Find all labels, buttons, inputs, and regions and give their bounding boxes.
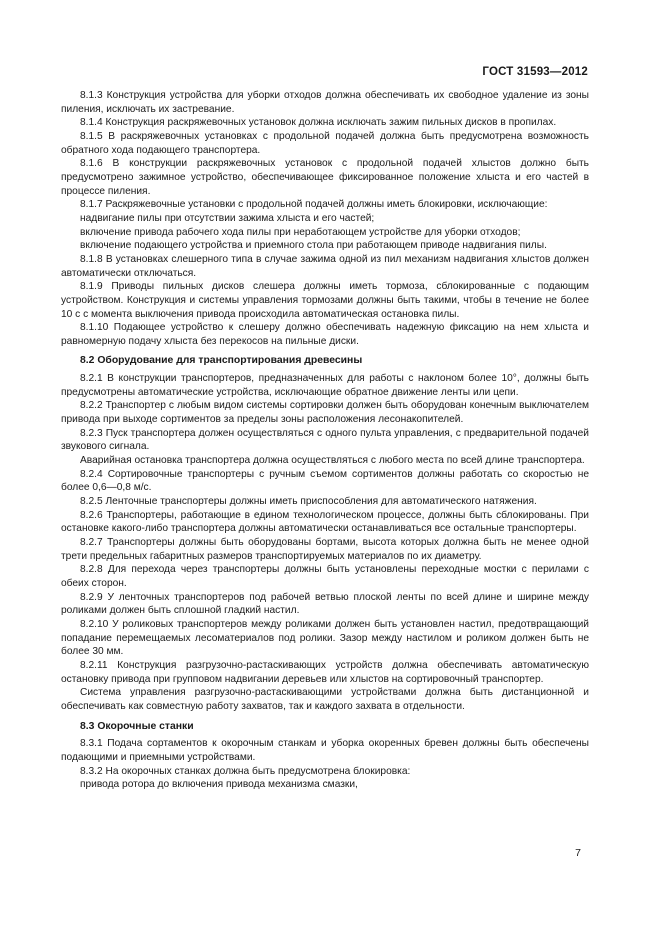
paragraph: 8.1.6 В конструкции раскряжевочных установок с продольной подачей хлыстов должно быть предусмотрено зажимное устройство, обеспечивающее фиксированное положение хлыста и его частей в процессе пиления. [61,158,589,197]
paragraph: 8.2.3 Пуск транспортера должен осуществляться с одного пульта управления, с предварительной подачей звукового сигнала. [61,427,589,453]
paragraph: Аварийная остановка транспортера должна осуществляться с любого места по всей длине транспортера. [80,455,585,467]
page-number: 7 [575,847,581,859]
paragraph: 8.3.1 Подача сортаментов к окорочным станкам и уборка окоренных бревен должны быть обеспечены подающими и приемными устройствами. [61,738,589,763]
paragraph: 8.1.9 Приводы пильных дисков слешера должны иметь тормоза, сблокированные с подающим устройством. Конструкция и системы управления тормозами должны быть такими, чтобы в течение не более 10 с с момента выключения привода происходила автоматическая остановка пилы. [61,281,589,320]
paragraph: 8.2.11 Конструкция разгрузочно-растаскивающих устройств должна обеспечивать автоматическую остановку привода при групповом надвигании деревьев или хлыстов на сортировочный транспортер. [61,659,589,685]
paragraph: Система управления разгрузочно-растаскивающими устройствами должна быть дистанционной и обеспечивать как совместную работу захватов, так и каждого захвата в отдельности. [61,687,589,712]
paragraph: 8.2.8 Для перехода через транспортеры должны быть установлены переходные мостки с перилами с обеих сторон. [61,564,589,589]
document-header-code: ГОСТ 31593—2012 [482,66,588,78]
paragraph: 8.2.5 Ленточные транспортеры должны иметь приспособления для автоматического натяжения. [80,496,537,508]
paragraph: 8.2.7 Транспортеры должны быть оборудованы бортами, высота которых должна быть не менее одной трети предельных габаритных размеров транспортируемых материалов по их диаметру. [61,537,589,562]
paragraph: 8.1.7 Раскряжевочные установки с продольной подачей должны иметь блокировки, исключающие: [80,199,548,211]
paragraph: 8.1.3 Конструкция устройства для уборки отходов должна обеспечивать их свободное удаление из зоны пиления, исключать их застревание. [61,90,589,115]
paragraph: 8.1.4 Конструкция раскряжевочных установок должна исключать зажим пильных дисков в пропилах. [80,117,557,129]
list-item: включение привода рабочего хода пилы при неработающем устройстве для уборки отходов; [80,226,521,238]
paragraph: 8.2.6 Транспортеры, работающие в едином технологическом процессе, должны быть сблокированы. При остановке какого-либо транспортера должны автоматически останавливаться все остальные транспортеры. [61,509,589,535]
section-heading: 8.2 Оборудование для транспортирования древесины [80,355,363,367]
paragraph: 8.3.2 На окорочных станках должна быть предусмотрена блокировка: [80,765,411,777]
list-item: включение подающего устройства и приемного стола при работающем приводе надвигания пилы. [80,240,547,252]
document-body [61,89,589,792]
paragraph: 8.2.10 У роликовых транспортеров между роликами должен быть установлен настил, предотвращающий попадание перемещаемых лесоматериалов под ролики. Зазор между настилом и роликом должен быть не более 30 мм. [61,618,589,658]
paragraph: 8.2.2 Транспортер с любым видом системы сортировки должен быть оборудован конечным выключателем привода при выходе сортиментов за пределы зоны расположения лесонакопителей. [61,400,589,426]
paragraph: 8.1.8 В установках слешерного типа в случае зажима одной из пил механизм надвигания хлыстов должен автоматически отключаться. [61,253,589,279]
paragraph: 8.2.4 Сортировочные транспортеры с ручным съемом сортиментов должны работать со скоростью не более 0,6—0,8 м/с. [61,468,589,494]
paragraph: привода ротора до включения привода механизма смазки, [80,779,358,791]
section-heading: 8.3 Окорочные станки [80,720,194,732]
paragraph: 8.1.5 В раскряжевочных установках с продольной подачей должна быть предусмотрена возможность обратного хода подающего транспортера. [61,130,589,156]
paragraph: 8.2.9 У ленточных транспортеров под рабочей ветвью плоской ленты по всей длине и ширине между роликами должен быть сплошной гладкий настил. [61,591,589,617]
paragraph: 8.1.10 Подающее устройство к слешеру должно обеспечивать надежную фиксацию на нем хлыста и равномерную подачу хлыста без перекосов на пильные диски. [61,322,589,347]
paragraph: 8.2.1 В конструкции транспортеров, предназначенных для работы с наклоном более 10°, должны быть предусмотрены автоматические устройства, исключающие обратное движение ленты или цепи. [61,373,589,398]
list-item: надвигание пилы при отсутствии зажима хлыста и его частей; [80,212,375,224]
